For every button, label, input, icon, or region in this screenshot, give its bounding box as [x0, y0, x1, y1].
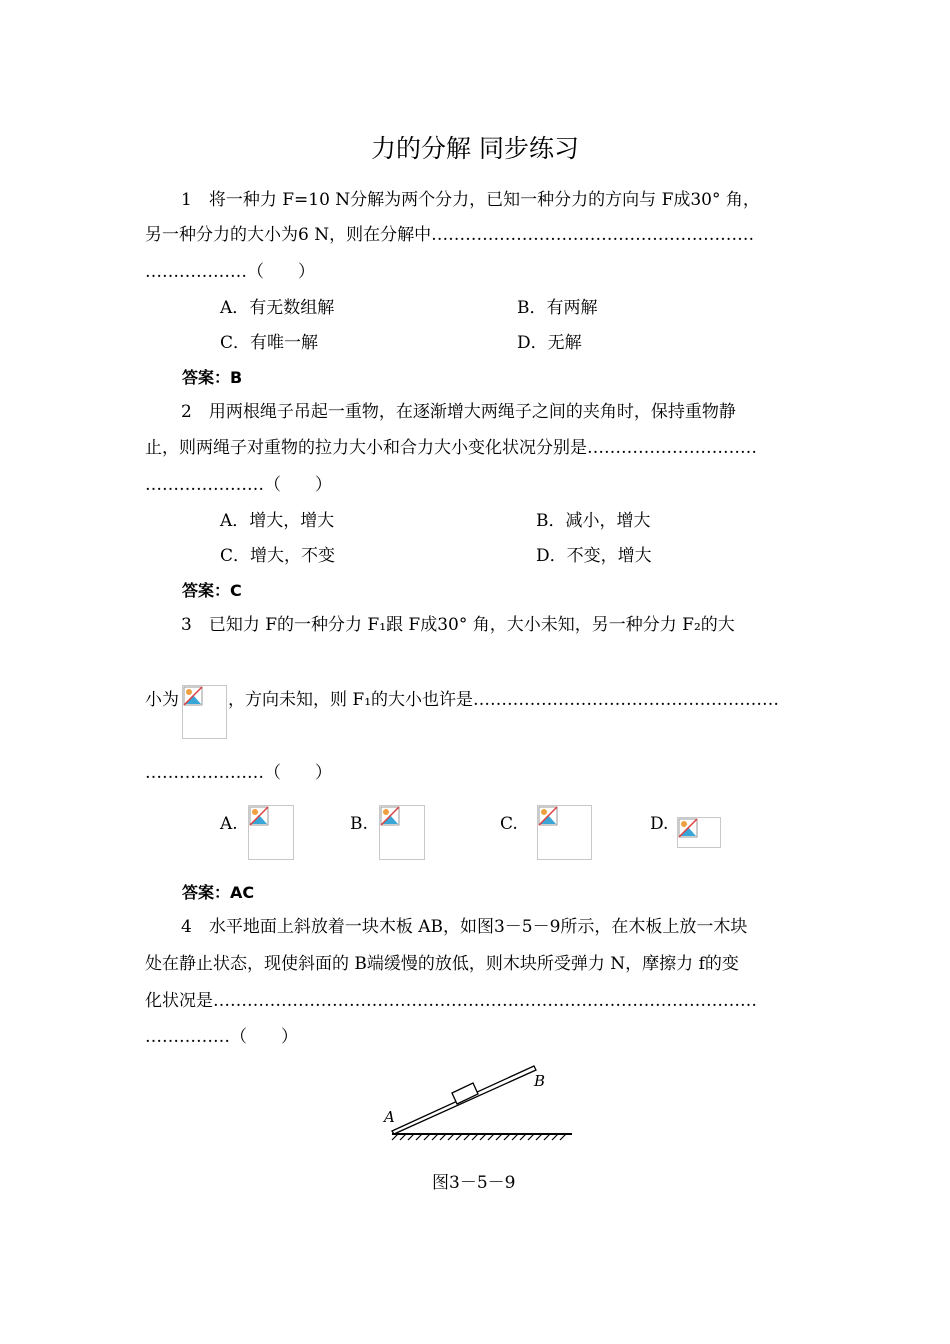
q4-line4: ……………（ ） [145, 1027, 298, 1047]
page-title: 力的分解 同步练习 [371, 134, 579, 163]
broken-image-icon [248, 805, 294, 860]
q3-option-c: C. [500, 814, 518, 834]
q2-line3: …………………（ ） [145, 475, 332, 495]
q2-option-c: C．增大，不变 [220, 546, 336, 566]
inclined-board-figure [380, 1062, 580, 1142]
q1-option-b: B．有两解 [517, 298, 598, 318]
broken-image-icon [677, 817, 721, 848]
q2-line2: 止，则两绳子对重物的拉力大小和合力大小变化状况分别是………………………… [145, 438, 757, 458]
q3-option-a: A. [220, 814, 238, 834]
q1-line3: ………………（ ） [145, 262, 315, 282]
q3-answer: 答案：AC [182, 883, 255, 902]
label-a: A [384, 1108, 395, 1126]
q1-option-d: D．无解 [517, 333, 582, 353]
q1-line1: 1 将一种力 F=10 N分解为两个分力，已知一种分力的方向与 F成30° 角， [181, 190, 760, 210]
q1-line2: 另一种分力的大小为6 N，则在分解中………………………………………………… [145, 225, 755, 245]
q3-line3: …………………（ ） [145, 763, 332, 783]
q1-option-c: C．有唯一解 [220, 333, 319, 353]
q4-line3: 化状况是…………………………………………………………………………………… [145, 991, 757, 1011]
q2-line1: 2 用两根绳子吊起一重物，在逐渐增大两绳子之间的夹角时，保持重物静 [181, 402, 736, 422]
q2-option-d: D．不变，增大 [536, 546, 652, 566]
q2-option-a: A．增大，增大 [220, 511, 335, 531]
q1-answer: 答案：B [182, 368, 243, 387]
q4-line1: 4 水平地面上斜放着一块木板 AB，如图3－5－9所示，在木板上放一木块 [181, 917, 748, 937]
figure-caption: 图3－5－9 [432, 1173, 516, 1193]
q3-line2-end: ，方向未知，则 F₁的大小也许是……………………………………………… [228, 690, 780, 710]
broken-image-icon [537, 805, 592, 860]
q3-line2-start: 小为 [145, 690, 179, 710]
q2-option-b: B．减小，增大 [536, 511, 651, 531]
q2-answer: 答案：C [182, 581, 242, 600]
q3-option-b: B. [350, 814, 368, 834]
broken-image-icon [182, 685, 227, 739]
broken-image-icon [379, 805, 425, 860]
q3-option-d: D. [650, 814, 669, 834]
label-b: B [534, 1072, 546, 1090]
q4-line2: 处在静止状态，现使斜面的 B端缓慢的放低，则木块所受弹力 N，摩擦力 f的变 [145, 954, 739, 974]
q3-line1: 3 已知力 F的一种分力 F₁跟 F成30° 角，大小未知，另一种分力 F₂的大 [181, 615, 735, 635]
wood-block [452, 1083, 478, 1104]
q1-option-a: A．有无数组解 [220, 298, 335, 318]
